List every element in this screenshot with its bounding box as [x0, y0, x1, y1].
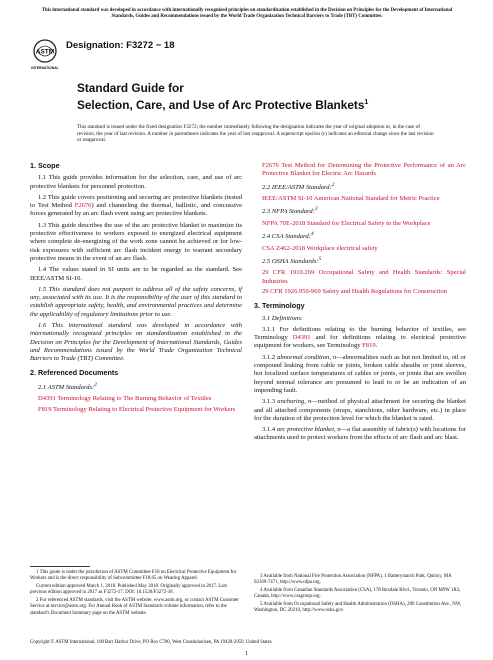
astm-logo-icon: [30, 38, 60, 72]
right-column: [254, 162, 466, 446]
para-3-1-2: 3.1.2 abnormal condition, n—abnormalities such as but not limited to, oil or compound leaking from cable or joints, broken cable sheaths or joint sleeves, hot localized surface temperatures of cables or joints, or joints that are swollen beyond normal tolerance are presumed to lead to or be an indication of an impending fault.: [254, 353, 466, 394]
para-2-1: 2.1 ASTM Standards:$^2$: [38, 381, 97, 391]
section-heading-terminology: 3. Terminology: [254, 301, 305, 311]
designation: Designation: F3272 − 18: [66, 40, 175, 51]
para-3-1-4: 3.1.4 arc protective blanket, n—a flat assembly of fabric(s) with locations for attachments used to protect workers from the effects of arc flash and arc blast.: [254, 426, 466, 442]
reference-ieee-si10[interactable]: IEEE/ASTM SI-10 American National Standard for Metric Practice: [262, 195, 440, 203]
logo-subtext: INTERNATIONAL: [31, 66, 59, 70]
para-1-1: 1.1 This guide provides information for the selection, care, and use of arc protective blankets for personnel protection.: [30, 174, 242, 190]
title-line-1: Standard Guide for: [77, 81, 184, 95]
left-column: [30, 162, 242, 416]
footnote-2: 2 For referenced ASTM standards, visit the ASTM website, www.astm.org, or contact ASTM Customer Service at service@astm.org. For Annual Book of ASTM Standards volume information, refer to the standard's Document Summary page on the ASTM website.: [30, 598, 239, 616]
reference-29cfr-1926[interactable]: 29 CFR 1926.950-969 Safety and Health Regulations for Construction: [262, 287, 447, 295]
section-heading-scope: 1. Scope: [30, 161, 60, 170]
para-3-1-3: 3.1.3 anchoring, n—method of physical attachment for securing the blanket and all attached components (straps, stanchions, other hardware, etc.) in place for the duration of the protection level for which the blanket is rated.: [254, 398, 466, 422]
title-line-2: Selection, Care, and Use of Arc Protective Blankets$^1$: [77, 97, 369, 112]
para-3-1: 3.1 Definitions:: [262, 314, 304, 322]
page-number: 1: [244, 650, 249, 657]
ref-link-d4391[interactable]: D4391: [292, 334, 311, 342]
para-2-3: 2.3 NFPA Standard:$^3$: [262, 206, 318, 216]
para-3-1-1: 3.1.1 For definitions relating to the burning behavior of textiles, see Terminology D4391 and for definitions relating to electrical protective equipment for workers, see Terminology F819.: [254, 325, 466, 350]
copyright-notice: Copyright © ASTM International, 100 Barr Harbor Drive, PO Box C700, West Conshohocken, PA 19428-2959. United States: [30, 640, 272, 645]
section-heading-referenced-documents: 2. Referenced Documents: [30, 367, 119, 377]
footnote-5: 5 Available from Occupational Safety and Health Administration (OSHA), 200 Constitution Ave., NW, Washington, DC 20210, http://www.osha.gov.: [254, 602, 462, 614]
reference-nfpa-70e[interactable]: NFPA 70E-2018 Standard for Electrical Safety in the Workplace: [262, 219, 431, 227]
footnotes-right: [254, 574, 466, 617]
para-2-5: 2.5 OSHA Standards:$^5$: [262, 255, 322, 266]
para-2-4: 2.4 CSA Standard:$^4$: [262, 231, 314, 241]
document-title: [77, 82, 437, 112]
footnote-1: 1 This guide is under the jurisdiction of ASTM Committee F18 on Electrical Protective Equipment for Workers and is the direct responsibility of Subcommittee F18.65 on Wearing Apparel.: [30, 570, 237, 582]
footnote-4: 4 Available from Canadian Standards Association (CSA), 178 Rexdale Blvd., Toronto, ON M9W 1R3, Canada, http://www.csagroup.org.: [254, 588, 461, 600]
logo-text: ASTM: [35, 48, 55, 56]
reference-f2676[interactable]: F2676 Test Method for Determining the Protective Performance of an Arc Protective Blanket for Electric Arc Hazards: [262, 162, 466, 178]
title-footnote-mark: 1: [364, 98, 369, 106]
para-1-3: 1.3 This guide describes the use of the arc protective blanket to maximize its protective effectiveness to workers exposed to energized electrical equipment where complete de-energizing of the work zone cannot be achieved or for low-risk exposures with sufficient arc flash incident energy to warrant secondary protective means in the event of an arc flash.: [30, 221, 242, 262]
para-1-2: 1.2 This guide covers positioning and securing arc protective blankets (tested to Test Method F2676) and channeling the thermal, ballistic, and concussive forces generated by an arc flash event using arc protective blankets.: [30, 193, 242, 218]
reference-f819[interactable]: F819 Terminology Relating to Electrical Protective Equipment for Workers: [38, 405, 236, 413]
para-1-4: 1.4 The values stated in SI units are to be regarded as the standard. See IEEE/ASTM SI-10.: [30, 266, 242, 282]
reference-csa-z462[interactable]: CSA Z462-2018 Workplace electrical safety: [262, 244, 378, 252]
footnote-1-edition: Current edition approved March 1, 2018. Published May 2018. Originally approved in 2017. Last previous edition approved in 2017 as F3272-17. DOI: 10.1520/F3272-18.: [30, 584, 227, 596]
footnote-divider: [30, 566, 90, 567]
international-standard-notice: This international standard was developed in accordance with internationally recognized principles on standardization established in the Decision on Principles for the Development of International Standards, Guides and Recommendations issued by the World Trade Organization Technical Barriers to Trade (TBT) Committee.: [41, 8, 453, 20]
issuance-note: This standard is issued under the fixed designation F3272; the number immediately following the designation indicates the year of original adoption or, in the case of revision, the year of last revision. A number in parentheses indicates the year of last reapproval. A superscript epsilon (ε) indicates an editorial change since the last revision or reapproval.: [77, 124, 434, 144]
para-1-5: 1.5 This standard does not purport to address all of the safety concerns, if any, associated with its use. It is the responsibility of the user of this standard to establish appropriate safety, health, and environmental practices and determine the applicability of regulatory limitations prior to use.: [30, 285, 242, 318]
para-2-2: 2.2 IEEE/ASTM Standard:$^2$: [262, 181, 335, 191]
para-1-6: 1.6 This international standard was developed in accordance with internationally recognized principles on standardization established in the Decision on Principles for the Development of International Standards, Guides and Recommendations issued by the World Trade Organization Technical Barriers to Trade (TBT) Committee.: [30, 322, 242, 363]
reference-d4391[interactable]: D4391 Terminology Relating to The Burning Behavior of Textiles: [38, 395, 212, 403]
reference-29cfr-1910[interactable]: 29 CFR 1910.269 Occupational Safety and Health Standards: Special Industries: [262, 269, 466, 285]
ref-link-f2676[interactable]: F2676: [74, 202, 92, 210]
footnote-3: 3 Available from National Fire Protection Association (NFPA), 1 Batterymarch Park, Quincy, MA 02169-7471, http://www.nfpa.org.: [254, 574, 452, 586]
ref-link-f819[interactable]: F819: [362, 342, 376, 350]
footnotes-left: [30, 570, 242, 619]
